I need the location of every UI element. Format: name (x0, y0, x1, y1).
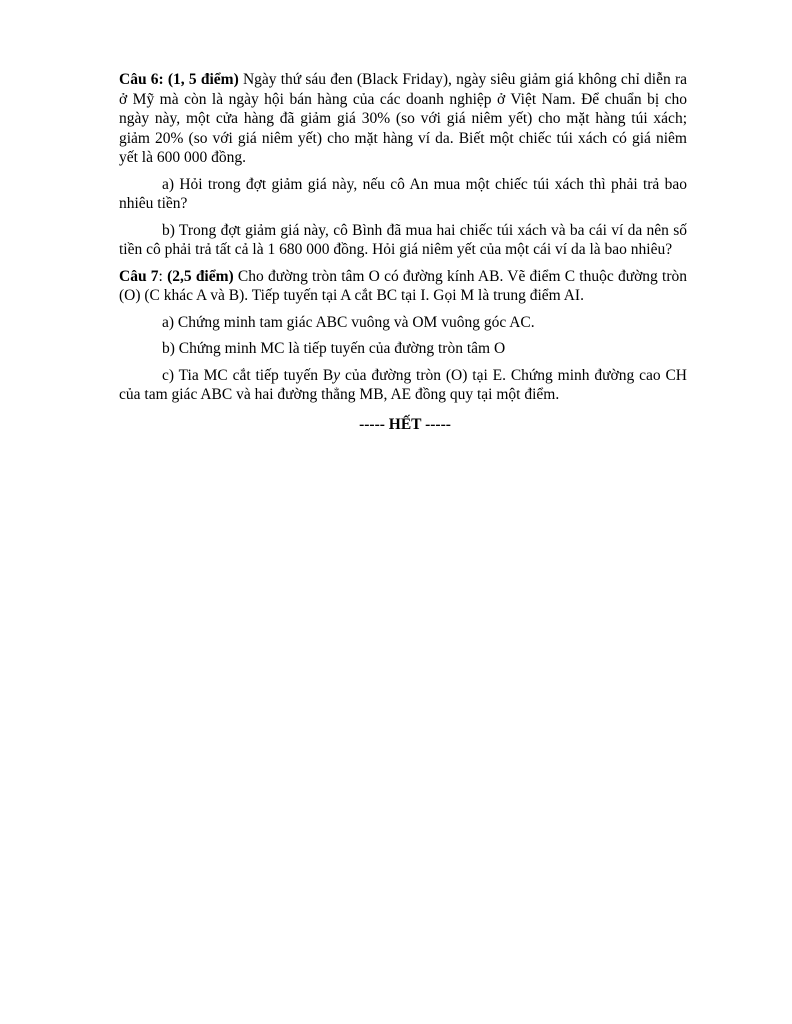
question-7-part-c (119, 366, 687, 405)
question-7-points: (2,5 điểm) (167, 267, 234, 285)
question-6-text: Ngày thứ sáu đen (Black Friday), ngày siêu giảm giá không chỉ diễn ra ở Mỹ mà còn là ngày hội bán hàng của các doanh nghiệp ở Việt Nam. Để chuẩn bị cho ngày này, một cửa hàng đã giảm giá 30% (so với giá niêm yết) cho mặt hàng túi xách; giảm 20% (so với giá niêm yết) cho mặt hàng ví da. Biết một chiếc túi xách có giá niêm yết là 600 000 đồng. (119, 71, 687, 166)
exam-page (119, 70, 687, 450)
question-7-part-c-post: của đường tròn (O) tại E. Chứng minh đường cao CH của tam giác ABC và hai đường thẳng MB, AE đồng quy tại một điểm. (119, 366, 687, 403)
question-7-part-c-pre: c) Tia MC cắt tiếp tuyến B (162, 366, 334, 384)
question-6-label: Câu 6: (1, 5 điểm) (119, 71, 239, 88)
question-7-part-a: a) Chứng minh tam giác ABC vuông và OM vuông góc AC. (162, 313, 535, 331)
end-marker: ----- HẾT ----- (359, 415, 451, 433)
question-7-label-sep: : (158, 267, 168, 285)
question-6 (119, 70, 687, 168)
question-6-part-a: a) Hỏi trong đợt giảm giá này, nếu cô An mua một chiếc túi xách thì phải trả bao nhiêu tiền? (119, 175, 687, 212)
question-6-part-b: b) Trong đợt giảm giá này, cô Bình đã mua hai chiếc túi xách và ba cái ví da nên số tiền cô phải trả tất cả là 1 680 000 đồng. Hỏi giá niêm yết của một cái ví da là bao nhiêu? (119, 221, 687, 258)
question-7-part-c-var: y (333, 366, 341, 384)
question-7-text: Cho đường tròn tâm O có đường kính AB. Vẽ điểm C thuộc đường tròn (O) (C khác A và B). Tiếp tuyến tại A cắt BC tại I. Gọi M là trung điểm AI. (119, 267, 687, 304)
question-7-part-b: b) Chứng minh MC là tiếp tuyến của đường tròn tâm O (162, 340, 506, 357)
question-7 (119, 267, 687, 306)
question-7-label: Câu 7 (119, 267, 159, 285)
